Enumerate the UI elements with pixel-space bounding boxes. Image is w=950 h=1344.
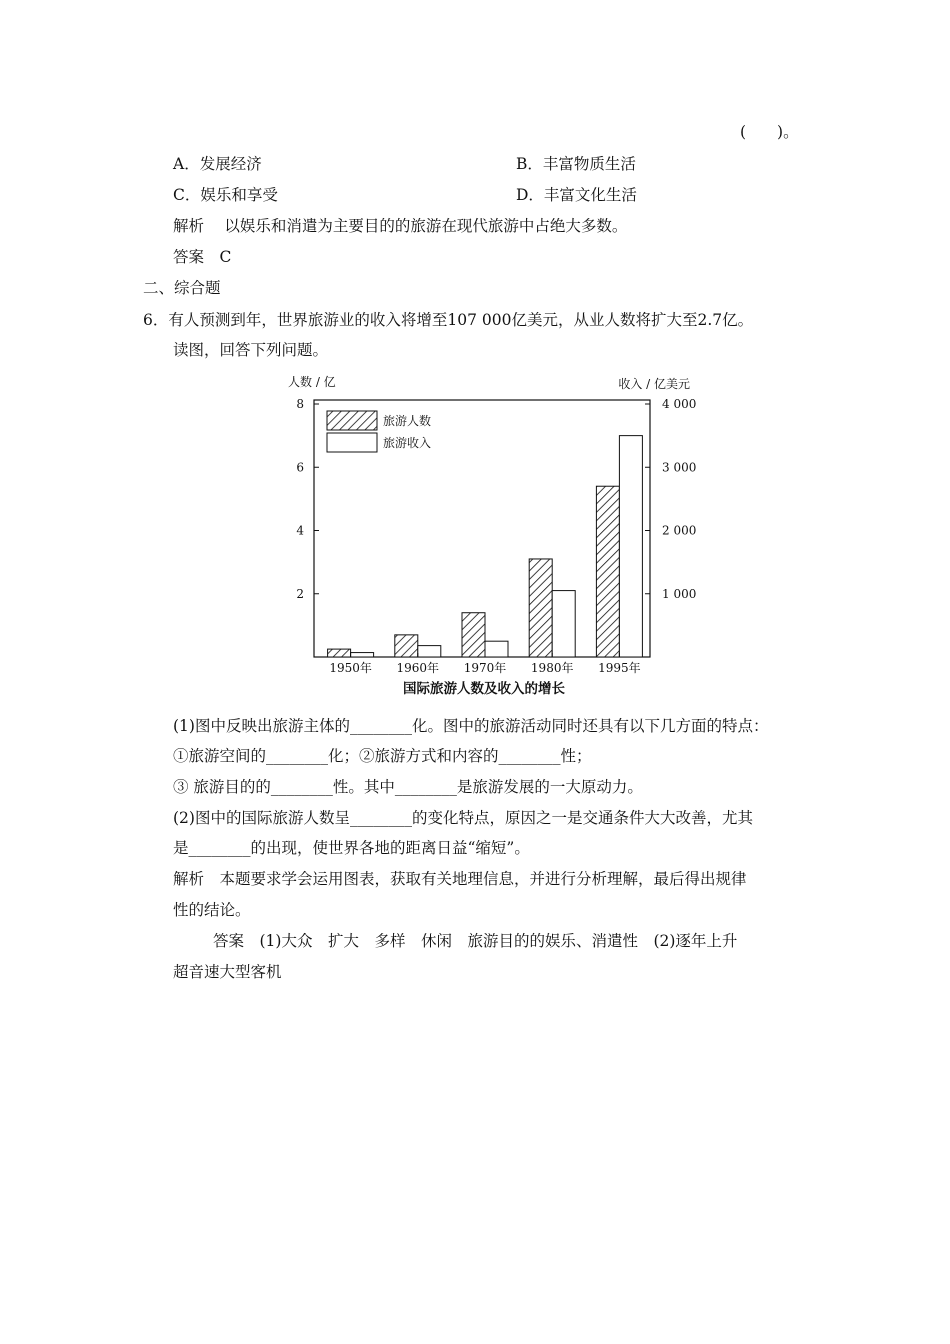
sub-question-1-line1: (1)图中反映出旅游主体的________化。图中的旅游活动同时还具有以下几方面的特点：: [173, 717, 769, 735]
category-label: 1980年: [530, 661, 574, 675]
bar-income-3: [552, 591, 575, 657]
category-label: 1960年: [396, 661, 440, 675]
chart-title: 国际旅游人数及收入的增长: [403, 681, 565, 697]
right-tick-label: 1 000: [662, 586, 697, 601]
left-tick-label: 4: [296, 523, 304, 538]
category-label: 1995年: [598, 661, 641, 675]
category-label: 1970年: [463, 661, 507, 675]
left-axis-label: 人数 / 亿: [288, 375, 336, 389]
bar-income-4: [619, 436, 642, 657]
question-answer-bracket: ( )。: [740, 123, 799, 141]
option-c: C．娱乐和享受: [173, 186, 278, 204]
legend-label-income: 旅游收入: [383, 436, 432, 450]
bar-people-2: [462, 613, 485, 657]
option-b: B．丰富物质生活: [516, 155, 636, 173]
answer-text: 答案 C: [173, 248, 232, 266]
sub-question-1-line2: ①旅游空间的________化；②旅游方式和内容的________性；: [173, 747, 592, 765]
legend-label-people: 旅游人数: [383, 414, 432, 428]
bar-income-2: [485, 641, 508, 657]
bar-people-1: [395, 635, 418, 657]
analysis-2-line1: 解析 本题要求学会运用图表，获取有关地理信息，并进行分析理解，最后得出规律: [173, 870, 747, 888]
sub-question-1-line3: ③ 旅游目的的________性。其中________是旅游发展的一大原动力。: [173, 778, 643, 796]
sub-question-2-line1: (2)图中的国际旅游人数呈________的变化特点，原因之一是交通条件大大改善，尤其: [173, 809, 753, 827]
option-d: D．丰富文化生活: [516, 186, 637, 204]
answer-2-line1: 答案 (1)大众 扩大 多样 休闲 旅游目的的娱乐、消遣性 (2)逐年上升: [213, 932, 738, 950]
right-axis-label: 收入 / 亿美元: [618, 377, 690, 391]
right-tick-label: 2 000: [662, 523, 697, 538]
analysis-text: 解析 以娱乐和消遣为主要目的的旅游在现代旅游中占绝大多数。: [173, 217, 628, 235]
sub-question-2-line2: 是________的出现，使世界各地的距离日益“缩短”。: [173, 839, 530, 857]
legend-swatch-people: [327, 411, 377, 430]
option-a: A．发展经济: [173, 155, 262, 173]
section-title: 二、综合题: [143, 279, 221, 297]
tourism-growth-chart: [280, 370, 700, 700]
bar-income-1: [418, 646, 441, 657]
left-tick-label: 6: [296, 460, 304, 475]
left-tick-label: 8: [296, 397, 304, 411]
left-tick-label: 2: [296, 586, 304, 601]
right-tick-label: 3 000: [662, 460, 697, 475]
question-6-instruction: 读图，回答下列问题。: [173, 341, 329, 359]
right-tick-label: 4 000: [662, 397, 697, 411]
answer-2-line2: 超音速大型客机: [173, 963, 282, 981]
question-6-stem: 6．有人预测到年，世界旅游业的收入将增至107 000亿美元，从业人数将扩大至2.7亿。: [143, 311, 754, 329]
analysis-2-line2: 性的结论。: [173, 901, 251, 919]
bar-people-4: [596, 486, 619, 657]
bar-people-3: [529, 559, 552, 657]
legend-swatch-income: [327, 433, 377, 452]
category-label: 1950年: [329, 661, 372, 675]
bar-income-0: [351, 653, 374, 657]
bar-people-0: [328, 649, 351, 657]
